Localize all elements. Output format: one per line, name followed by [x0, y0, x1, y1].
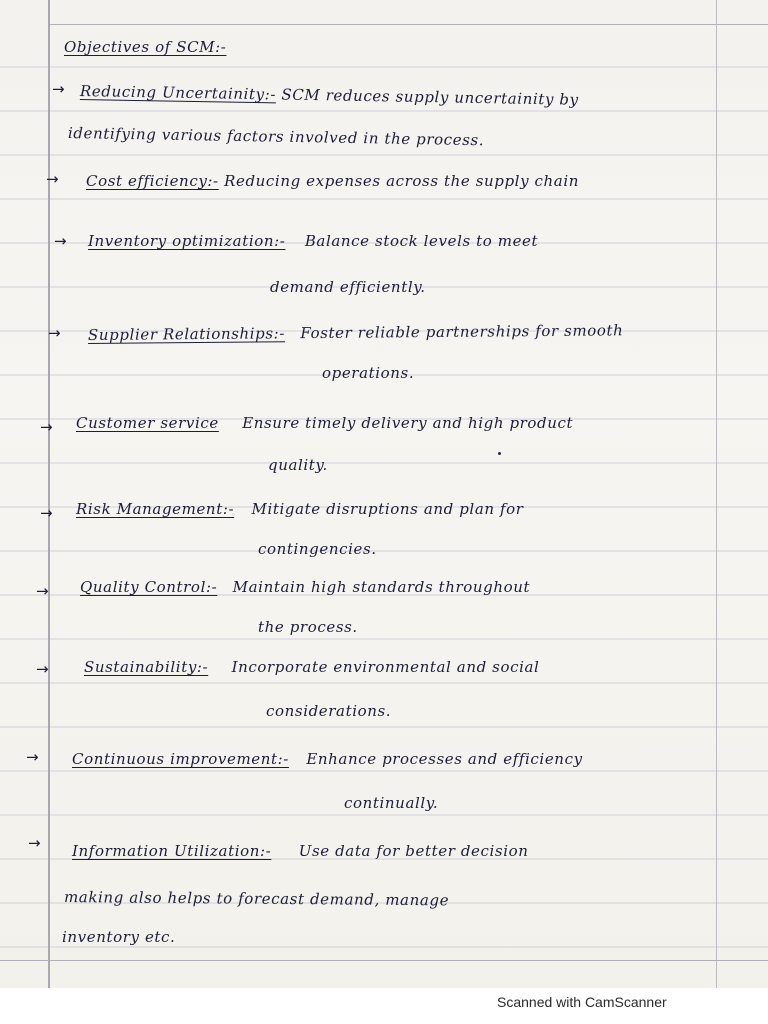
item-term: Quality Control:- — [80, 578, 218, 596]
arrow-icon: → — [36, 660, 49, 678]
item-text: Incorporate environmental and social — [231, 658, 540, 676]
arrow-icon: → — [40, 418, 53, 436]
list-item — [84, 658, 539, 676]
item-text: Reducing expenses across the supply chain — [224, 172, 579, 190]
item-term: Inventory optimization:- — [88, 232, 286, 250]
arrow-icon: → — [54, 232, 67, 250]
item-term: Risk Management:- — [76, 500, 235, 518]
item-continuation: contingencies. — [258, 540, 377, 558]
item-term: Sustainability:- — [84, 658, 209, 676]
list-item — [88, 232, 538, 250]
item-continuation: inventory etc. — [62, 928, 176, 946]
arrow-icon: → — [36, 582, 49, 600]
arrow-icon: → — [48, 324, 61, 342]
item-term: Information Utilization:- — [72, 842, 272, 860]
item-term: Cost efficiency:- — [86, 172, 219, 190]
arrow-icon: → — [40, 504, 53, 522]
page-title: Objectives of SCM:- — [64, 38, 227, 56]
item-continuation: quality. — [268, 456, 328, 474]
arrow-icon: → — [46, 170, 59, 188]
item-term: Customer service — [76, 414, 219, 432]
item-text: Mitigate disruptions and plan for — [251, 500, 524, 518]
ink-dot — [498, 452, 501, 455]
item-text: Foster reliable partnerships for smooth — [300, 321, 624, 343]
top-rule — [48, 24, 768, 25]
item-term: Supplier Relationships:- — [87, 324, 286, 344]
list-item — [80, 578, 530, 596]
item-text: Enhance processes and efficiency — [306, 750, 583, 768]
item-continuation: operations. — [322, 364, 415, 382]
item-continuation: demand efficiently. — [270, 278, 426, 296]
right-margin-line — [716, 0, 717, 988]
item-continuation: the process. — [258, 618, 358, 636]
bottom-rule — [0, 960, 768, 961]
arrow-icon: → — [52, 80, 65, 98]
item-text: Ensure timely delivery and high product — [242, 414, 574, 432]
arrow-icon: → — [26, 748, 39, 766]
item-continuation: identifying various factors involved in the process. — [67, 124, 485, 150]
list-item — [72, 750, 583, 768]
item-continuation: making also helps to forecast demand, manage — [63, 888, 450, 910]
list-item — [76, 414, 573, 432]
item-term: Continuous improvement:- — [72, 750, 289, 768]
list-item — [72, 842, 529, 860]
list-item — [76, 500, 524, 518]
item-continuation: continually. — [344, 794, 439, 812]
list-item — [86, 172, 579, 190]
left-margin-line — [48, 0, 50, 988]
watermark-text: Scanned with CamScanner — [497, 994, 667, 1010]
item-continuation: considerations. — [266, 702, 392, 720]
item-text: Use data for better decision — [298, 842, 529, 860]
item-text: Maintain high standards throughout — [232, 578, 531, 596]
item-text: Balance stock levels to meet — [304, 232, 539, 250]
item-text: SCM reduces supply uncertainity by — [281, 85, 579, 109]
arrow-icon: → — [28, 834, 41, 852]
item-term: Reducing Uncertainity:- — [79, 82, 277, 104]
